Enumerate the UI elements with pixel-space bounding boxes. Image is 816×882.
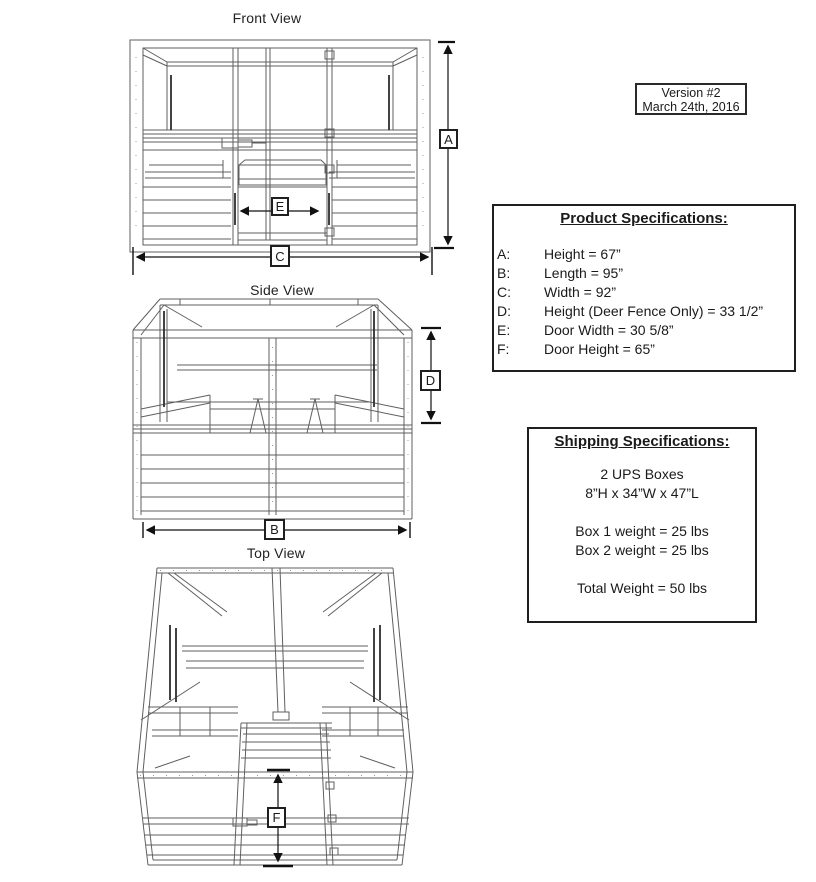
spec-value: Door Width = 30 5/8” xyxy=(544,322,674,338)
version-number: Version #2 xyxy=(661,86,721,100)
shipping-line: 2 UPS Boxes xyxy=(600,466,684,482)
spec-value: Width = 92” xyxy=(544,284,616,300)
spec-row-d xyxy=(494,302,794,321)
product-specifications-box xyxy=(492,204,796,372)
dim-label-C: C xyxy=(270,245,290,267)
side-view-title: Side View xyxy=(250,282,314,298)
spec-key: F: xyxy=(497,341,510,357)
product-specifications-title: Product Specifications: xyxy=(560,210,728,227)
top-view-title: Top View xyxy=(246,545,306,561)
spec-row-c xyxy=(494,283,794,302)
dim-label-A: A xyxy=(439,129,458,149)
dim-label-E: E xyxy=(271,197,289,216)
shipping-specifications-box xyxy=(527,427,757,623)
side-structure-lines xyxy=(133,299,412,519)
spec-row-f xyxy=(494,340,794,359)
spec-row-e xyxy=(494,321,794,340)
shipping-boxes-info xyxy=(529,465,755,503)
top-view-drawing xyxy=(110,560,450,882)
version-date: March 24th, 2016 xyxy=(642,100,740,114)
spec-value: Height = 67” xyxy=(544,246,621,262)
front-view-title: Front View xyxy=(232,10,302,26)
dim-label-B: B xyxy=(264,519,285,540)
spec-value: Door Height = 65” xyxy=(544,341,655,357)
shipping-line: Total Weight = 50 lbs xyxy=(576,580,708,596)
spec-value: Height (Deer Fence Only) = 33 1/2” xyxy=(544,303,764,319)
version-box xyxy=(635,83,747,115)
spec-key: A: xyxy=(497,246,511,262)
spec-row-b xyxy=(494,264,794,283)
spec-key: B: xyxy=(497,265,511,281)
top-rivet-dots xyxy=(140,571,410,776)
side-view-drawing xyxy=(110,297,450,547)
front-view-drawing xyxy=(125,35,455,285)
spec-row-a xyxy=(494,245,794,264)
spec-value: Length = 95” xyxy=(544,265,624,281)
product-specifications-list xyxy=(494,245,794,359)
spec-key: C: xyxy=(497,284,511,300)
shipping-line: 8”H x 34”W x 47”L xyxy=(585,485,699,501)
shipping-line: Box 1 weight = 25 lbs xyxy=(575,523,709,539)
shipping-weights-info xyxy=(529,522,755,560)
spec-key: E: xyxy=(497,322,511,338)
spec-key: D: xyxy=(497,303,511,319)
shipping-total-info xyxy=(529,579,755,598)
dim-label-F: F xyxy=(267,807,286,828)
shipping-specifications-title: Shipping Specifications: xyxy=(554,433,730,450)
side-rivet-dots xyxy=(137,342,408,512)
shipping-line: Box 2 weight = 25 lbs xyxy=(575,542,709,558)
front-structure-lines xyxy=(130,40,430,252)
dim-label-D: D xyxy=(420,370,441,391)
